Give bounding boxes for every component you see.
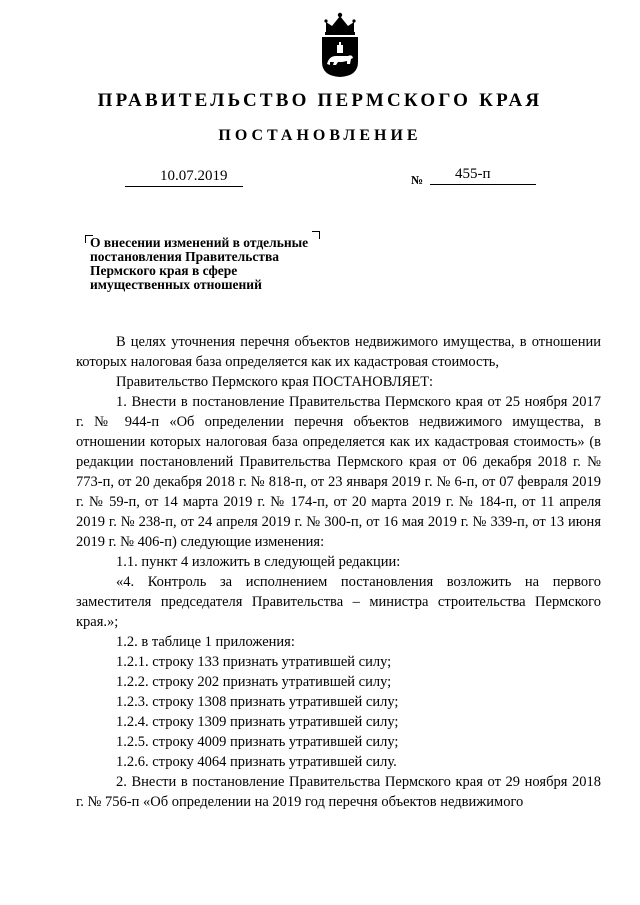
body-paragraph: 1.2.3. строку 1308 признать утратившей силу;	[116, 694, 399, 710]
document-number: 455-п	[455, 166, 491, 182]
body-paragraph: 1.2.1. строку 133 признать утратившей силу;	[116, 654, 392, 670]
number-underline	[430, 184, 536, 185]
subject-line: постановления Правительства	[90, 249, 279, 264]
document-date: 10.07.2019	[160, 168, 228, 184]
body-paragraph: 2. Внести в постановление Правительства Пермского края от 29 ноября 2018 г. № 756-п «Об определении на 2019 год перечня объектов недвижимого	[76, 774, 601, 810]
document-subject	[90, 236, 360, 292]
government-title: ПРАВИТЕЛЬСТВО ПЕРМСКОГО КРАЯ	[97, 90, 543, 111]
body-paragraph: В целях уточнения перечня объектов недвижимого имущества, в отношении которых налоговая база определяется как их кадастровая стоимость,	[76, 334, 601, 370]
body-paragraph: 1.2.2. строку 202 признать утратившей силу;	[116, 674, 392, 690]
subject-line: О внесении изменений в отдельные	[90, 235, 309, 250]
subject-line: имущественных отношений	[90, 277, 262, 292]
subject-line: Пермского края в сфере	[90, 263, 238, 278]
body-paragraph: 1. Внести в постановление Правительства Пермского края от 25 ноября 2017 г. № 944-п «Об определении перечня объектов недвижимого имущества, в отношении которых налоговая база определяется как их кадастровая стоимость» (в редакции постановлений Правительства Пермского края от 06 декабря 2018 г. № 773-п, от 20 декабря 2018 г. № 818-п, от 23 января 2019 г. № 6-п, от 07 февраля 2019 г. № 59-п, от 14 марта 2019 г. № 174-п, от 20 марта 2019 г. № 184-п, от 11 апреля 2019 г. № 238-п, от 24 апреля 2019 г. № 300-п, от 16 мая 2019 г. № 339-п, от 13 июня 2019 г. № 406-п) следующие изменения:	[76, 394, 601, 550]
document-body	[76, 332, 601, 812]
number-sign: №	[411, 173, 424, 187]
body-paragraph: 1.2.6. строку 4064 признать утратившей силу.	[116, 754, 397, 770]
body-paragraph: 1.1. пункт 4 изложить в следующей редакции:	[116, 554, 401, 570]
coat-of-arms-emblem	[318, 12, 362, 78]
date-underline	[125, 186, 243, 187]
body-paragraph: 1.2.4. строку 1309 признать утратившей силу;	[116, 714, 399, 730]
body-paragraph: 1.2.5. строку 4009 признать утратившей силу;	[116, 734, 399, 750]
body-paragraph: Правительство Пермского края ПОСТАНОВЛЯЕТ:	[116, 374, 434, 390]
document-type-title: ПОСТАНОВЛЕНИЕ	[218, 127, 422, 144]
body-paragraph: 1.2. в таблице 1 приложения:	[116, 634, 295, 650]
body-paragraph: «4. Контроль за исполнением постановления возложить на первого заместителя председателя Правительства – министра строительства Пермского края.»;	[76, 574, 601, 630]
